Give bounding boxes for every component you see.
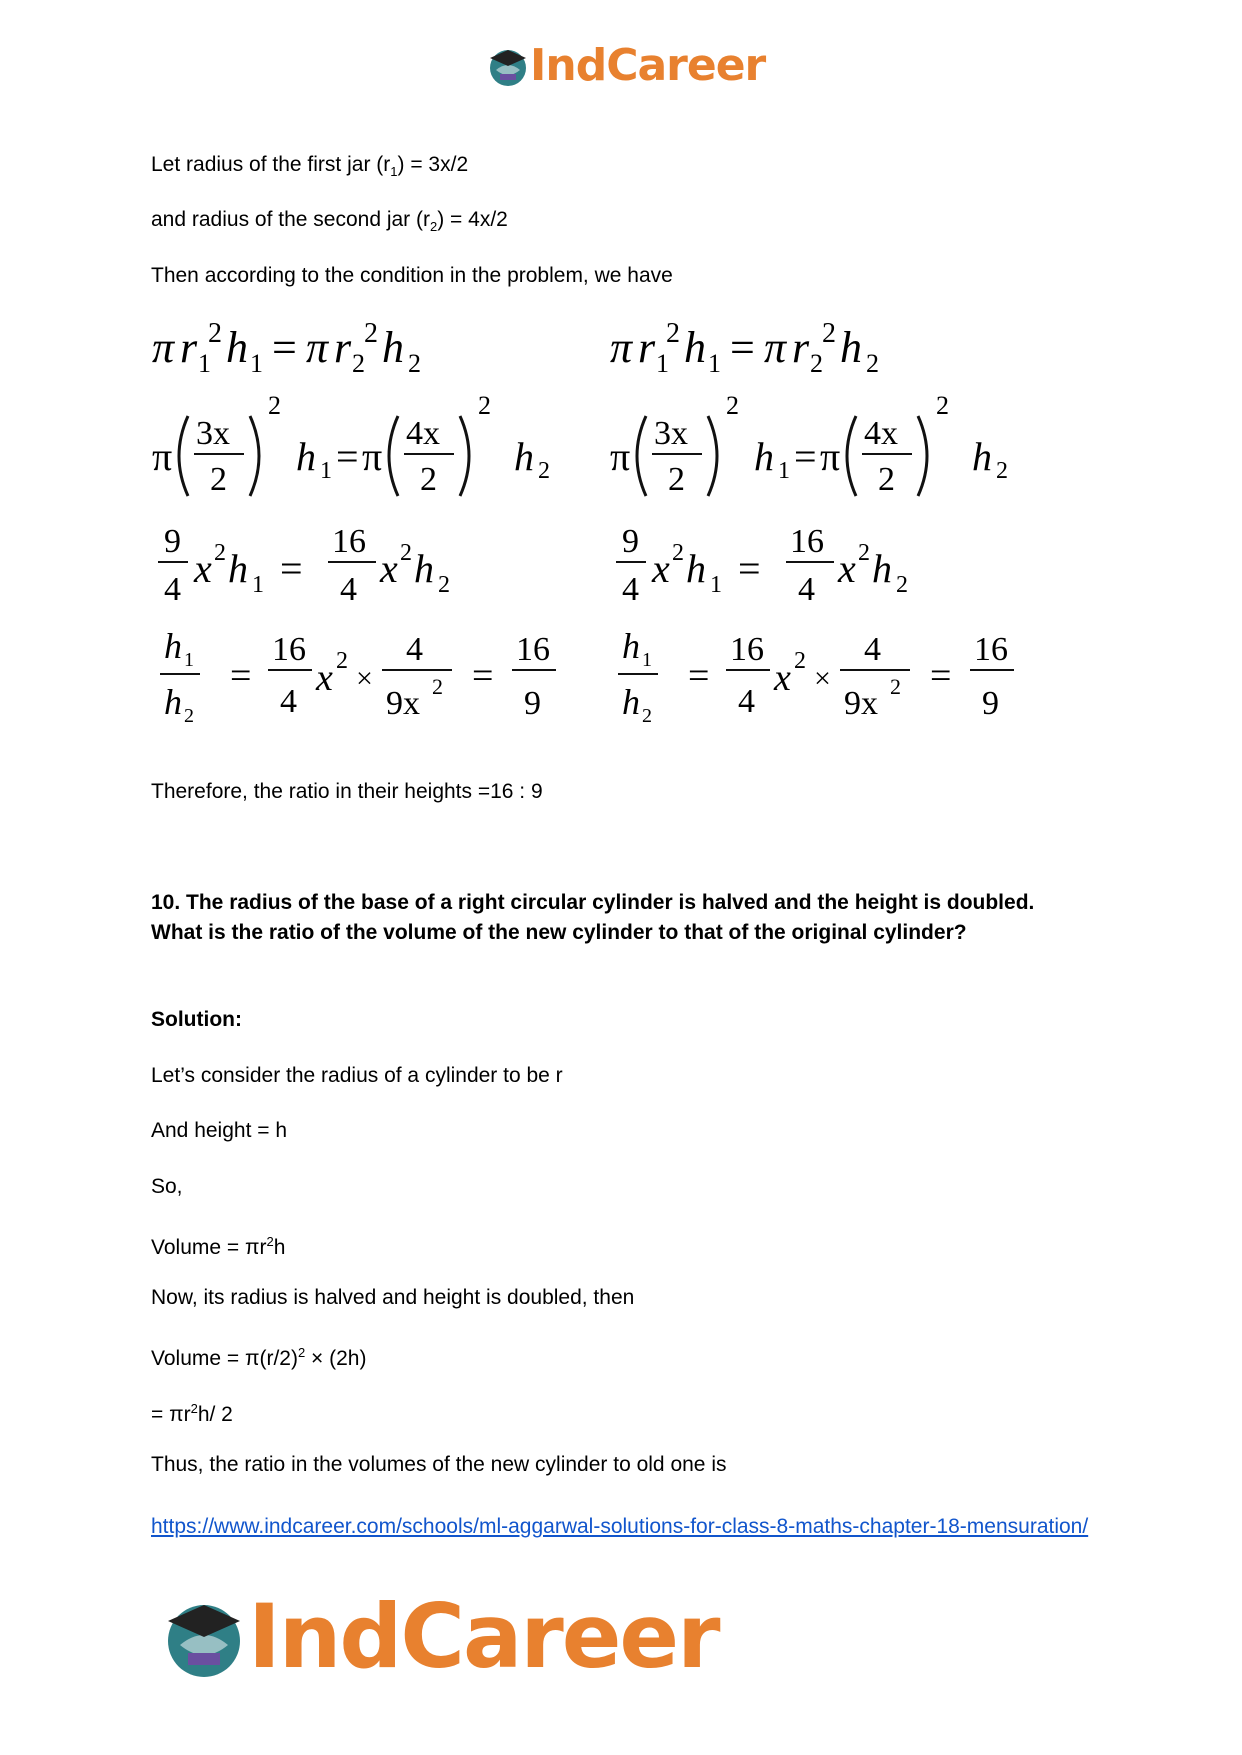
math-sub: 2 [438, 572, 450, 598]
math-pi: π [152, 434, 173, 479]
math-eq: = [272, 323, 297, 372]
header-logo [486, 40, 765, 91]
math-numerator: 9 [164, 523, 181, 560]
math-sup: 2 [268, 391, 281, 420]
math-denominator: 4 [798, 571, 815, 608]
math-h: h [226, 323, 248, 372]
math-h: h [972, 434, 992, 479]
math-denominator: 4 [280, 683, 297, 720]
math-sub: 1 [778, 458, 790, 484]
math-denominator: 4 [164, 571, 181, 608]
math-denominator: 9 [982, 685, 999, 722]
math-r: r [334, 323, 352, 372]
math-eq: = [794, 434, 817, 479]
math-h: h [684, 323, 706, 372]
math-sup: 2 [794, 648, 806, 674]
math-sup: 2 [400, 540, 412, 566]
math-eq: = [280, 546, 303, 591]
math-eq: = [738, 546, 761, 591]
math-eq: = [730, 323, 755, 372]
math-sup: 2 [478, 391, 491, 420]
math-sub: 2 [352, 349, 365, 378]
math-h: h [414, 546, 434, 591]
math-sub: 1 [184, 649, 194, 671]
math-denominator: 2 [668, 461, 685, 498]
solution-line-5: Now, its radius is halved and height is doubled, then [151, 1286, 635, 1309]
math-sub: 2 [810, 349, 823, 378]
math-h: h [164, 682, 182, 722]
math-numerator: 16 [974, 631, 1008, 668]
solution-line-volume: Volume = $\pi r^2h$ [151, 1234, 286, 1259]
math-denominator: 2 [878, 461, 895, 498]
line-ratio-heights: Therefore, the ratio in their heights =16 : 9 [151, 780, 543, 803]
solution-line-8: Thus, the ratio in the volumes of the new cylinder to old one is [151, 1453, 727, 1476]
math-sub: 2 [408, 349, 421, 378]
math-denominator: 2 [210, 461, 227, 498]
math-h: h [382, 323, 404, 372]
math-derivation-image [150, 320, 1070, 745]
math-pi: π [610, 323, 633, 372]
math-sub: 1 [656, 349, 669, 378]
solution-line-2: And height = h [151, 1119, 288, 1142]
math-sup: 2 [666, 320, 680, 349]
solution-line-3: So, [151, 1175, 183, 1198]
math-h: h [686, 546, 706, 591]
math-sub: 2 [866, 349, 879, 378]
math-pi: π [764, 323, 787, 372]
math-numerator: 4 [406, 631, 423, 668]
math-x: x [652, 546, 670, 591]
math-numerator: 3x [196, 415, 230, 452]
math-numerator: 16 [790, 523, 824, 560]
math-h: h [228, 546, 248, 591]
math-denominator: 9x [386, 685, 420, 722]
math-sup: 2 [336, 648, 348, 674]
source-link[interactable]: https://www.indcareer.com/schools/ml-aggarwal-solutions-for-class-8-maths-chapter-18-mensuration/ [151, 1515, 1089, 1538]
line-radius-first: Let radius of the first jar $(r_1) = 3x/2$ [151, 153, 469, 180]
math-numerator: 4x [864, 415, 898, 452]
math-sup: 2 [726, 391, 739, 420]
math-numerator: 3x [654, 415, 688, 452]
math-column-left [152, 320, 556, 727]
math-numerator: 16 [516, 631, 550, 668]
math-denominator: 4 [622, 571, 639, 608]
solution-line-1: Let’s consider the radius of a cylinder to be r [151, 1064, 563, 1087]
math-sub: 1 [710, 572, 722, 598]
math-sub: 1 [252, 572, 264, 598]
math-eq: = [230, 655, 252, 697]
math-x: x [380, 546, 398, 591]
solution-line-result: = $\pi r^2h/$ 2 [151, 1401, 233, 1426]
math-numerator: 4x [406, 415, 440, 452]
math-numerator: 4 [864, 631, 881, 668]
math-sub: 2 [184, 705, 194, 727]
math-sup: 2 [364, 320, 378, 349]
math-sup: 2 [858, 540, 870, 566]
math-sup: 2 [890, 674, 901, 699]
math-sub: 1 [708, 349, 721, 378]
math-sub: 2 [996, 458, 1008, 484]
math-h: h [296, 434, 316, 479]
line-condition: Then according to the condition in the problem, we have [151, 264, 673, 287]
math-pi: π [152, 323, 175, 372]
math-pi: π [306, 323, 329, 372]
math-eq: = [688, 655, 710, 697]
question-10: 10. The radius of the base of a right circular cylinder is halved and the height is doubled. What is the ratio of the volume of the new cylinder to that of the original cylinder? [151, 891, 1035, 944]
math-pi: π [362, 434, 383, 479]
math-x: x [316, 657, 333, 699]
math-x: x [194, 546, 212, 591]
math-sub: 1 [250, 349, 263, 378]
math-sup: 2 [214, 540, 226, 566]
math-sub: 2 [642, 705, 652, 727]
footer-logo [160, 1585, 719, 1688]
math-x: x [774, 657, 791, 699]
math-eq: = [472, 655, 494, 697]
logo-text: IndCareer [530, 40, 766, 91]
math-eq: = [930, 655, 952, 697]
math-eq: = [336, 434, 359, 479]
math-sup: 2 [208, 320, 222, 349]
math-h: h [622, 626, 640, 666]
math-denominator: 9x [844, 685, 878, 722]
math-sup: 2 [672, 540, 684, 566]
math-times: × [356, 662, 373, 695]
math-r: r [638, 323, 656, 372]
math-denominator: 4 [738, 683, 755, 720]
math-h: h [840, 323, 862, 372]
math-h: h [622, 682, 640, 722]
math-h: h [164, 626, 182, 666]
math-numerator: 16 [730, 631, 764, 668]
line-radius-second: and radius of the second jar $(r_2) = 4x/2$ [151, 208, 508, 235]
math-h: h [754, 434, 774, 479]
math-r: r [180, 323, 198, 372]
math-x: x [838, 546, 856, 591]
graduation-cap-icon [160, 1593, 248, 1681]
math-sub: 1 [198, 349, 211, 378]
solution-line-new-volume: Volume = $\pi(r/2)^2 \times (2h)$ [151, 1345, 367, 1370]
math-column-right [610, 320, 1014, 727]
math-numerator: 9 [622, 523, 639, 560]
math-pi: π [610, 434, 631, 479]
math-denominator: 9 [524, 685, 541, 722]
math-pi: π [820, 434, 841, 479]
math-denominator: 2 [420, 461, 437, 498]
math-times: × [814, 662, 831, 695]
math-numerator: 16 [332, 523, 366, 560]
math-denominator: 4 [340, 571, 357, 608]
math-h: h [872, 546, 892, 591]
math-r: r [792, 323, 810, 372]
math-sup: 2 [936, 391, 949, 420]
logo-text: IndCareer [248, 1585, 719, 1688]
graduation-cap-icon [486, 44, 530, 88]
solution-heading: Solution: [151, 1008, 242, 1031]
math-sub: 1 [320, 458, 332, 484]
math-sup: 2 [822, 320, 836, 349]
math-sub: 2 [896, 572, 908, 598]
math-numerator: 16 [272, 631, 306, 668]
math-h: h [514, 434, 534, 479]
math-sub: 2 [538, 458, 550, 484]
math-sup: 2 [432, 674, 443, 699]
math-sub: 1 [642, 649, 652, 671]
